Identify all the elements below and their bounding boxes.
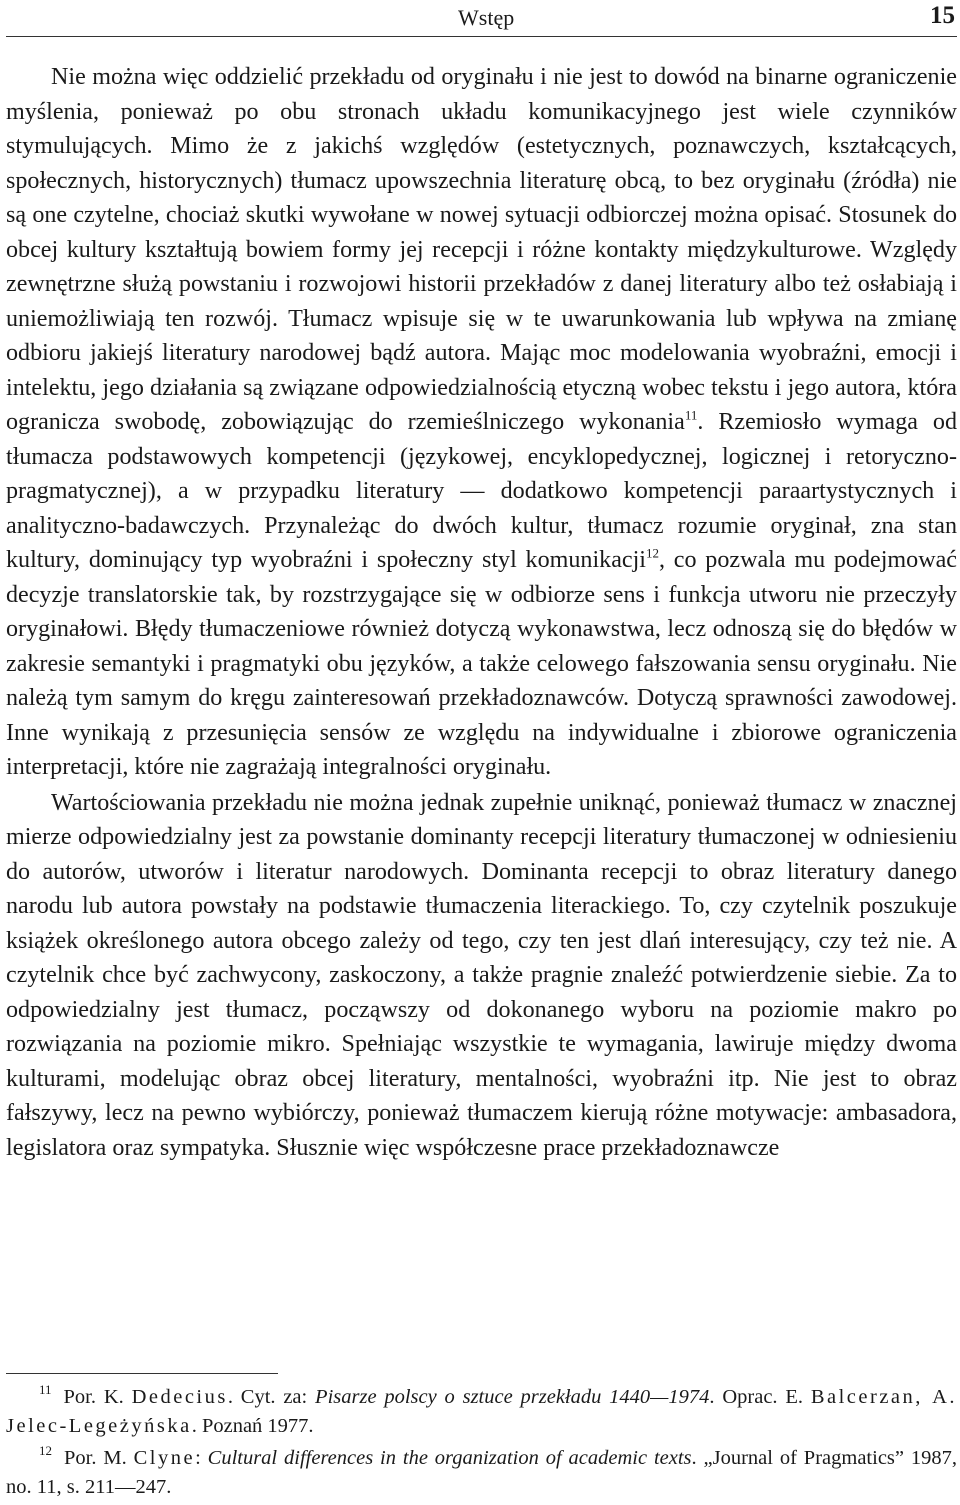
footnote-reference: 11 <box>684 407 698 423</box>
footnote-text: . „Journal of Pragmatics” 1987, no. 11, s. 211—247. <box>6 1447 958 1498</box>
footnote-text: Por. M. <box>64 1447 134 1469</box>
footnote-title: Pisarze polscy o sztuce przekładu 1440—1974 <box>315 1386 710 1408</box>
paragraph-text: , co pozwala mu podejmować decyzje translatorskie tak, by rozstrzygające się w odbiorze sens i funkcja utworu nie przeczyły oryginałowi. Błędy tłumaczeniowe również dotyczą wykonawstwa, lecz odnoszą się do błędów w zakresie semantyki i pragmatyki obu języków, a także celowego fałszowania sensu oryginału. Nie należą tym samym do kręgu zainteresowań przekładoznawców. Dotyczą sprawności zawodowej. Inne wynikają z przesunięcia sensów ze względu na indywidualne i zbiorowe ograniczenia interpretacji, które nie zagrażają integralności oryginału. <box>6 547 957 780</box>
footnote-text: Por. K. <box>63 1386 132 1408</box>
footnote-text: : <box>195 1447 208 1469</box>
footnote-text: . Poznań 1977. <box>191 1415 314 1437</box>
footnotes <box>6 1383 957 1505</box>
footnote-reference: 12 <box>645 545 659 561</box>
footnote <box>6 1383 957 1441</box>
paragraph-text: . Rzemiosło wymaga od tłumacza podstawowych kompetencji (językowej, encyklopedycznej, logicznej i retoryczno-pragmatycznej), a w przypadku literatury — dodatkowo kompetencji paraartystycznych i analityczno-badawczych. Przynależąc do dwóch kultur, tłumacz rozumie oryginał, zna stan kultury, dominujący typ wyobraźni i społeczny styl komunikacji <box>6 409 957 573</box>
footnote <box>6 1444 957 1502</box>
page-number: 15 <box>930 2 955 29</box>
paragraph <box>6 60 957 785</box>
footnote-text: . Cyt. za: <box>227 1386 316 1408</box>
paragraph-text: Wartościowania przekładu nie można jednak zupełnie uniknąć, ponieważ tłumacz w znacznej mierze odpowiedzialny jest za powstanie dominanty recepcji literatury tłumaczonej w odniesieniu do autorów, utworów i literatur narodowych. Dominanta recepcji to obraz literatury danego narodu lub autora powstały na podstawie tłumaczenia literackiego. To, czy czytelnik poszukuje książek określonego autora obcego zależy od tego, czy ten jest dlań interesujący, czy też nie. A czytelnik chce być zachwycony, zaskoczony, a także pragnie znaleźć potwierdzenie siebie. Za to odpowiedzialny jest tłumacz, począwszy od dokonanego wyboru na poziomie makro po rozwiązania na poziomie mikro. Spełniając wszystkie te wymagania, lawiruje między dwoma kulturami, modelując obraz obcej literatury, mentalności, wyobraźni itp. Nie jest to obraz fałszywy, lecz na pewno wybiórczy, ponieważ tłumaczem kierują różne motywacje: ambasadora, legislatora oraz sympatyka. Słusznie więc współczesne prace przekładoznawcze <box>6 789 957 1161</box>
footnote-editors: Balcerzan, A. Jelec-Legeżyńska <box>6 1386 958 1437</box>
footnote-separator <box>6 1373 278 1374</box>
body-text <box>6 60 957 1165</box>
footnote-title: Cultural differences in the organization of academic texts <box>207 1447 692 1469</box>
running-title: Wstęp <box>458 5 515 30</box>
footnote-number: 11 <box>39 1381 52 1397</box>
paragraph <box>6 786 957 1166</box>
footnote-text: . Oprac. E. <box>709 1386 811 1408</box>
running-header <box>6 2 957 37</box>
paragraph-text: Nie można więc oddzielić przekładu od oryginału i nie jest to dowód na binarne ograniczenie myślenia, ponieważ po obu stronach układu komunikacyjnego jest wiele czynników stymulujących. Mimo że z jakichś względów (estetycznych, poznawczych, kształcących, społecznych, historycznych) tłumacz upowszechnia literaturę obcą, to bez oryginału (źródła) nie są one czytelne, chociaż skutki wywołane w nowej sytuacji odbiorczej można opisać. Stosunek do obcej kultury kształtują bowiem formy jej recepcji i różne kontakty międzykulturowe. Względy zewnętrzne służą powstaniu i rozwojowi historii przekładów z danej literatury albo też osłabiają i uniemożliwiają ten rozwój. Tłumacz wpisuje się w te uwarunkowania lub wpływa na zmianę odbioru jakiejś literatury narodowej bądź autora. Mając moc modelowania wyobraźni, emocji i intelektu, jego działania są związane odpowiedzialnością etyczną wobec tekstu i jego autora, która ogranicza swobodę, zobowiązując do rzemieślniczego wykonania <box>6 64 957 435</box>
footnote-author: Dedecius <box>131 1386 228 1408</box>
footnote-author: Clyne <box>133 1447 196 1469</box>
footnote-number: 12 <box>39 1442 52 1458</box>
